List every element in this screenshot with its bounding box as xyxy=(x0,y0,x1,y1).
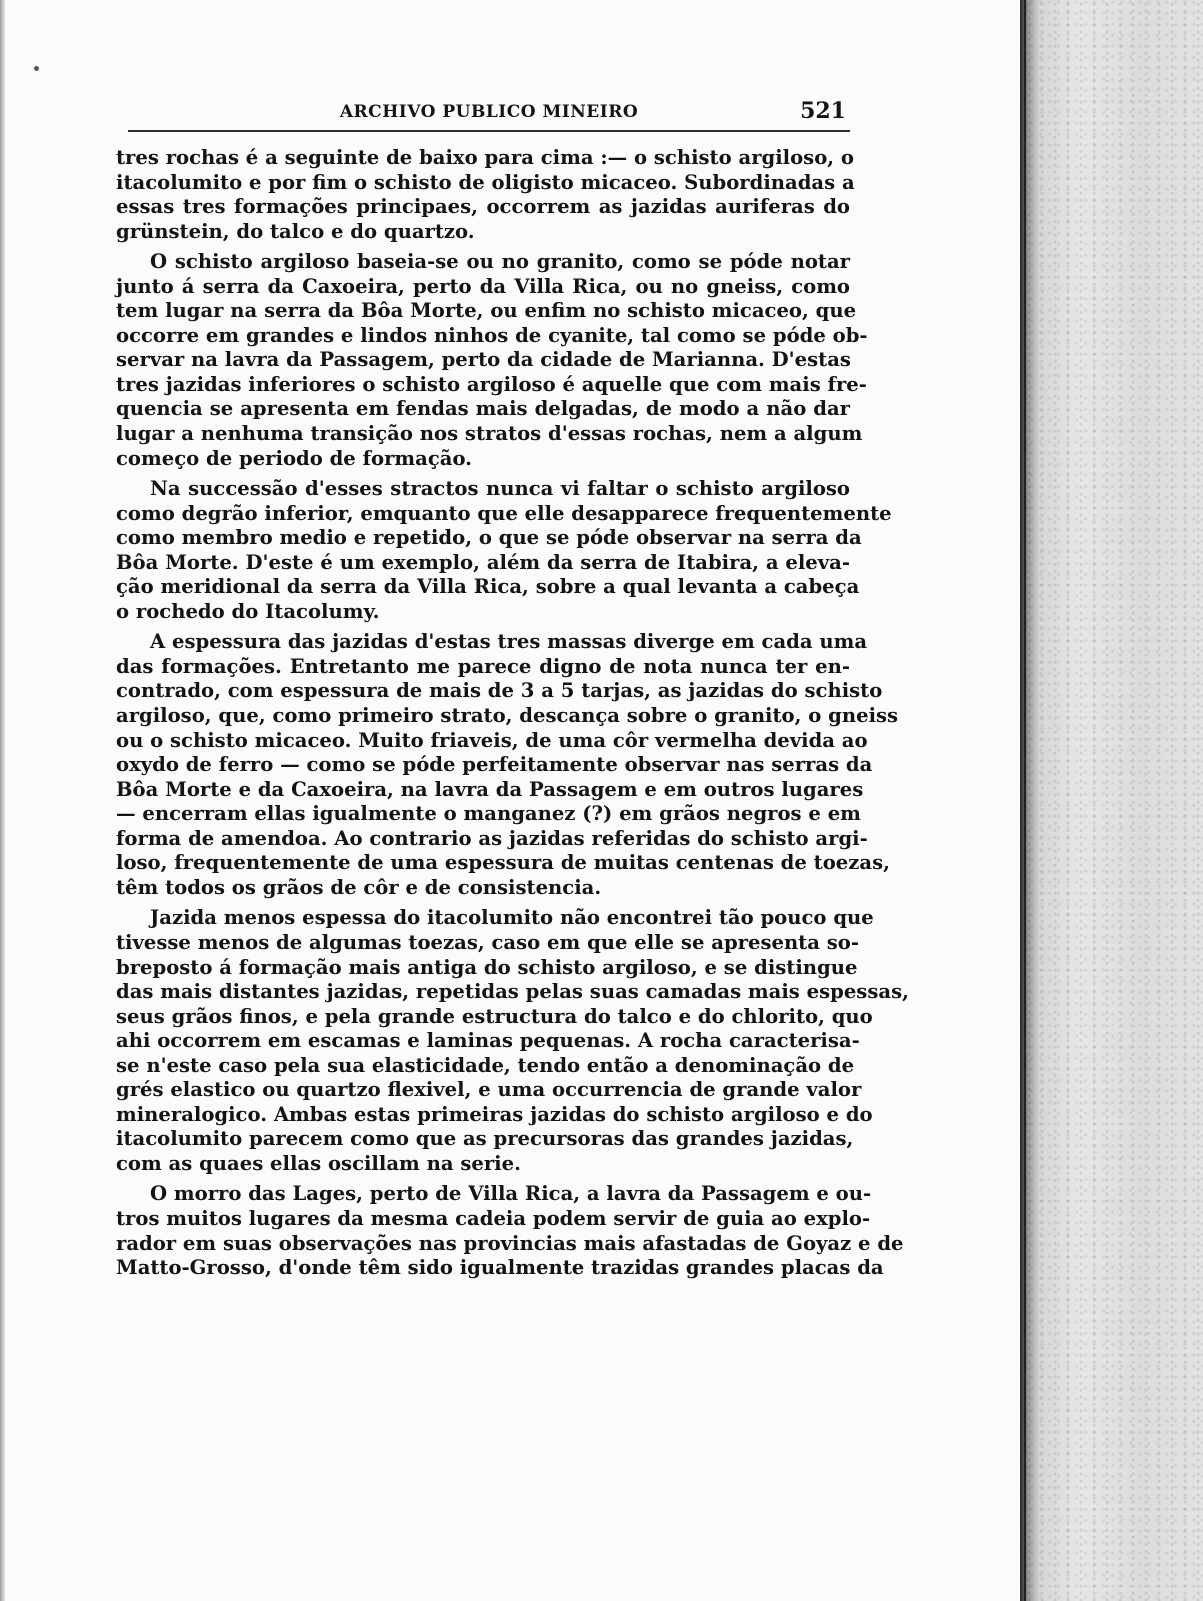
text-line: tem lugar na serra da Bôa Morte, ou enfim no schisto micaceo, que xyxy=(116,299,857,323)
text-line: loso, frequentemente de uma espessura de muitas centenas de toezas, xyxy=(116,851,890,875)
ink-speck xyxy=(34,66,39,71)
text-line: seus grãos finos, e pela grande estructura do talco e do chlorito, quo xyxy=(116,1004,873,1028)
text-line: forma de amendoa. Ao contrario as jazidas referidas do schisto argi- xyxy=(116,826,868,850)
paragraph xyxy=(116,146,855,244)
page-edge-shadow xyxy=(0,0,6,1601)
text-line: das mais distantes jazidas, repetidas pelas suas camadas mais espessas, xyxy=(116,980,909,1004)
text-line: ção meridional da serra da Villa Rica, sobre a qual levanta a cabeça xyxy=(116,575,860,599)
paragraph xyxy=(116,906,909,1176)
paragraph xyxy=(116,477,892,624)
text-line: ou o schisto micaceo. Muito friaveis, de uma côr vermelha devida ao xyxy=(116,728,868,752)
text-line: — encerram ellas igualmente o manganez (?) em grãos negros e em xyxy=(116,802,861,826)
text-line: quencia se apresenta em fendas mais delgadas, de modo a não dar xyxy=(116,397,850,421)
text-line: servar na lavra da Passagem, perto da cidade de Marianna. D'estas xyxy=(116,348,851,372)
text-line: itacolumito parecem como que as precursoras das grandes jazidas, xyxy=(116,1127,854,1151)
text-line: Na successão d'esses stractos nunca vi faltar o schisto argiloso xyxy=(150,477,850,501)
paragraph xyxy=(116,1182,904,1280)
text-line: oxydo de ferro — como se póde perfeitamente observar nas serras da xyxy=(116,753,873,777)
text-line: mineralogico. Ambas estas primeiras jazidas do schisto argiloso e do xyxy=(116,1102,873,1126)
text-line: o rochedo do Itacolumy. xyxy=(116,599,380,623)
text-line: Bôa Morte. D'este é um exemplo, além da serra de Itabira, a eleva- xyxy=(116,550,850,574)
text-line: como degrão inferior, emquanto que elle desapparece frequentemente xyxy=(116,501,892,525)
text-line: ahi occorrem em escamas e laminas pequenas. A rocha caracterisa- xyxy=(116,1029,860,1053)
text-line: essas tres formações principaes, occorrem as jazidas auriferas do xyxy=(116,195,850,219)
text-line: grés elastico ou quartzo flexivel, e uma occurrencia de grande valor xyxy=(116,1078,862,1102)
text-line: têm todos os grãos de côr e de consistencia. xyxy=(116,875,602,899)
book-binding-edge xyxy=(1020,0,1203,1601)
text-line: A espessura das jazidas d'estas tres massas diverge em cada uma xyxy=(150,630,868,654)
text-line: grünstein, do talco e do quartzo. xyxy=(116,219,475,243)
text-line: começo de periodo de formação. xyxy=(116,446,473,470)
body-text xyxy=(116,146,909,1281)
page-header xyxy=(128,96,850,130)
text-line: como membro medio e repetido, o que se póde observar na serra da xyxy=(116,526,862,550)
text-line: itacolumito e por fim o schisto de oligisto micaceo. Subordinadas a xyxy=(116,170,855,194)
text-line: O schisto argiloso baseia-se ou no granito, como se póde notar xyxy=(150,250,850,274)
text-line: contrado, com espessura de mais de 3 a 5 tarjas, as jazidas do schisto xyxy=(116,679,883,703)
text-line: Jazida menos espessa do itacolumito não encontrei tão pouco que xyxy=(150,906,874,930)
page-number: 521 xyxy=(800,98,846,124)
text-line: junto á serra da Caxoeira, perto da Villa Rica, ou no gneiss, como xyxy=(116,274,850,298)
text-line: Matto-Grosso, d'onde têm sido igualmente trazidas grandes placas da xyxy=(116,1256,884,1280)
text-line: occorre em grandes e lindos ninhos de cyanite, tal como se póde ob- xyxy=(116,323,868,347)
text-line: O morro das Lages, perto de Villa Rica, a lavra da Passagem e ou- xyxy=(150,1182,872,1206)
text-line: se n'este caso pela sua elasticidade, tendo então a denominação de xyxy=(116,1053,855,1077)
text-line: tros muitos lugares da mesma cadeia podem servir de guia ao explo- xyxy=(116,1206,871,1230)
text-line: rador em suas observações nas provincias mais afastadas de Goyaz e de xyxy=(116,1231,904,1255)
text-line: com as quaes ellas oscillam na serie. xyxy=(116,1151,521,1175)
paragraph xyxy=(116,250,868,471)
text-line: breposto á formação mais antiga do schisto argiloso, e se distingue xyxy=(116,955,858,979)
header-rule xyxy=(128,130,850,132)
text-line: lugar a nenhuma transição nos stratos d'essas rochas, nem a algum xyxy=(116,422,863,446)
binding-edge-line xyxy=(1024,0,1026,1601)
text-line: Bôa Morte e da Caxoeira, na lavra da Passagem e em outros lugares xyxy=(116,777,864,801)
paragraph xyxy=(116,630,899,900)
text-line: tres jazidas inferiores o schisto argiloso é aquelle que com mais fre- xyxy=(116,372,867,396)
text-line: argiloso, que, como primeiro strato, descança sobre o granito, o gneiss xyxy=(116,704,899,728)
text-line: das formações. Entretanto me parece digno de nota nunca ter en- xyxy=(116,654,850,678)
text-line: tres rochas é a seguinte de baixo para cima :— o schisto argiloso, o xyxy=(116,146,854,169)
text-line: tivesse menos de algumas toezas, caso em que elle se apresenta so- xyxy=(116,930,859,954)
running-head: ARCHIVO PUBLICO MINEIRO xyxy=(339,102,639,122)
